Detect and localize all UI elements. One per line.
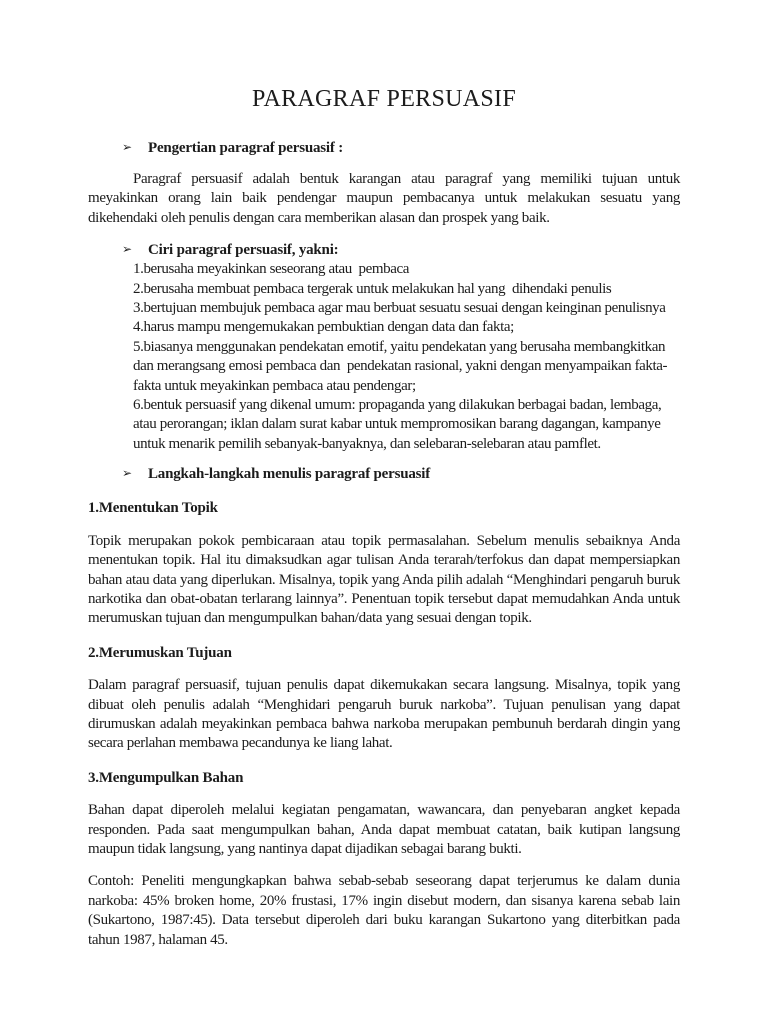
step-heading-merumuskan-tujuan: 2.Merumuskan Tujuan	[88, 644, 232, 661]
page-title: PARAGRAF PERSUASIF	[252, 86, 516, 112]
pengertian-paragraph: Paragraf persuasif adalah bentuk karangan atau paragraf yang memiliki tujuan untuk meyakinkan orang lain baik pendengar maupun pembacanya untuk melakukan sesuatu yang dikehendaki oleh penulis dengan cara memberikan alasan dan prospek yang baik.	[88, 171, 680, 226]
section-heading-ciri-label: Ciri paragraf persuasif, yakni:	[148, 242, 339, 259]
arrow-bullet-icon: ➢	[122, 242, 132, 257]
arrow-bullet-icon: ➢	[122, 466, 132, 481]
step-heading-menentukan-topik: 1.Menentukan Topik	[88, 500, 218, 517]
ciri-list-item-2: 2.berusaha membuat pembaca tergerak untuk melakukan hal yang dihendaki penulis	[133, 280, 612, 297]
ciri-list-item-1: 1.berusaha meyakinkan seseorang atau pembaca	[133, 261, 410, 278]
section-heading-langkah-label: Langkah-langkah menulis paragraf persuasif	[148, 466, 431, 483]
arrow-bullet-icon: ➢	[122, 140, 132, 154]
section-heading-langkah	[88, 464, 680, 484]
step-paragraph-menentukan-topik: Topik merupakan pokok pembicaraan atau topik permasalahan. Sebelum menulis sebaiknya Anda menentukan topik. Hal itu dimaksudkan agar tulisan Anda terarah/terfokus dan dapat mempersiapkan bahan atau data yang diperlukan. Misalnya, topik yang Anda pilih adalah “Menghindari pengaruh buruk narkotika dan obat-obatan terlarang lainnya”. Penentuan topik tersebut dapat memudahkan Anda untuk merumuskan tujuan dan mengumpulkan bahan/data yang sesuai dengan topik.	[88, 532, 680, 627]
ciri-list-item-3: 3.bertujuan membujuk pembaca agar mau berbuat sesuatu sesuai dengan keinginan penulisnya	[133, 300, 666, 317]
step-heading-mengumpulkan-bahan: 3.Mengumpulkan Bahan	[88, 769, 244, 786]
section-heading-ciri	[88, 240, 680, 260]
step-paragraph-merumuskan-tujuan: Dalam paragraf persuasif, tujuan penulis dapat dikemukakan secara langsung. Misalnya, topik yang dibuat oleh penulis adalah “Menghidari pengaruh buruk narkoba”. Tujuan penulisan yang dapat dirumuskan adalah meyakinkan pembaca bahwa narkoba merupakan pembunuh berdarah dingin yang secara perlahan membawa pecandunya ke liang lahat.	[88, 677, 680, 752]
contoh-paragraph: Contoh: Peneliti mengungkapkan bahwa sebab-sebab seseorang dapat terjerumus ke dalam dunia narkoba: 45% broken home, 20% frustasi, 17% ingin disebut modern, dan sisanya karena sebab lain (Sukartono, 1987:45). Data tersebut diperoleh dari buku karangan Sukartono yang diterbitkan pada tahun 1987, halaman 45.	[88, 873, 680, 948]
section-heading-pengertian-label: Pengertian paragraf persuasif :	[148, 140, 344, 156]
ciri-list-item-4: 4.harus mampu mengemukakan pembuktian dengan data dan fakta;	[133, 319, 514, 336]
section-heading-pengertian	[88, 138, 680, 158]
ciri-list-item-5: 5.biasanya menggunakan pendekatan emotif, yaitu pendekatan yang berusaha membangkitkan dan merangsang emosi pembaca dan pendekatan rasional, yakni dengan menyampaikan fakta-fakta untuk meyakinkan pembaca atau pendengar;	[133, 338, 669, 394]
ciri-list	[133, 260, 680, 454]
ciri-list-item-6: 6.bentuk persuasif yang dikenal umum: propaganda yang dilakukan berbagai badan, lembaga, atau perorangan; iklan dalam surat kabar untuk mempromosikan barang dagangan, kampanye untuk menarik pemilih sebanyak-banyaknya, dan selebaran-selebaran atau pamflet.	[133, 397, 665, 452]
step-paragraph-mengumpulkan-bahan: Bahan dapat diperoleh melalui kegiatan pengamatan, wawancara, dan penyebaran angket kepada responden. Pada saat mengumpulkan bahan, Anda dapat membuat catatan, baik kutipan langsung maupun tidak langsung, yang nantinya dapat dijadikan sebagai barang bukti.	[88, 802, 680, 857]
